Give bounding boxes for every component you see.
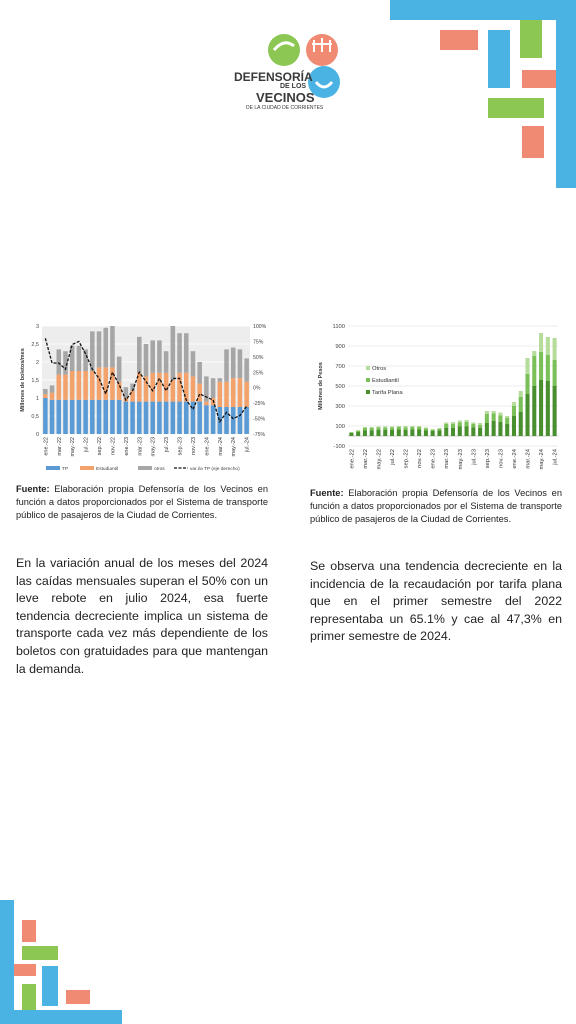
- bar-estudiantil: [164, 373, 169, 402]
- legend-label: Estudiantil: [372, 378, 399, 384]
- y-tick-label: 100: [335, 424, 345, 430]
- bar-estudiantil: [231, 378, 236, 407]
- bar-tp: [137, 402, 142, 434]
- bar-estudiantil: [171, 380, 176, 402]
- bar-estudiantil: [177, 373, 182, 402]
- bar-estudiantil: [383, 428, 387, 431]
- bar-tarifa-plana: [383, 430, 387, 436]
- bar-estudiantil: [157, 373, 162, 402]
- bar-tp: [90, 400, 95, 434]
- y-axis-title: Millones de Pesos: [318, 362, 324, 410]
- bar-otros: [465, 420, 469, 422]
- y-tick-label: -100: [333, 444, 345, 450]
- bar-tp: [63, 400, 68, 434]
- x-tick-label: jul.-22: [83, 437, 90, 452]
- right-blue-bar: [556, 0, 576, 188]
- bar-estudiantil: [70, 371, 75, 400]
- bar-otros: [43, 389, 48, 394]
- left-paragraph: En la variación anual de los meses del 2024 las caídas mensuales superan el 50% con un leve rebote en julio 2024, esa fuerte tendencia decreciente implica un sistema de transporte cada vez más dependiente de los boletos con gratuidades para que mantengan la demanda.: [16, 556, 268, 676]
- bar-tarifa-plana: [519, 412, 523, 436]
- bar-otros: [77, 346, 82, 371]
- bar-tarifa-plana: [553, 386, 557, 436]
- bar-otros: [471, 423, 475, 425]
- bar-estudiantil: [110, 367, 115, 399]
- bar-tarifa-plana: [532, 386, 536, 436]
- bar-tp: [70, 400, 75, 434]
- bar-tp: [224, 407, 229, 434]
- bar-otros: [539, 333, 543, 352]
- bar-otros: [197, 362, 202, 384]
- bar-tp: [177, 402, 182, 434]
- green-block-1: [520, 20, 542, 58]
- legend-swatch: [46, 466, 60, 470]
- bar-estudiantil: [184, 373, 189, 402]
- bar-otros: [492, 411, 496, 414]
- bar-tarifa-plana: [437, 431, 441, 437]
- bar-tp: [157, 402, 162, 434]
- bar-tp: [211, 405, 216, 434]
- bar-estudiantil: [478, 425, 482, 428]
- legend-label: Otros: [372, 366, 387, 372]
- y2-tick-label: 0%: [253, 385, 261, 392]
- x-tick-label: mar.-24: [217, 437, 224, 456]
- right-paragraph: Se observa una tendencia decreciente en la incidencia de la recaudación por tarifa plana que en el primer semestre del 2022 representaba un 65.1% y cae al 47,3% en primer semestre de 2024.: [310, 559, 562, 644]
- bar-otros: [383, 427, 387, 428]
- bar-otros: [184, 333, 189, 373]
- bar-estudiantil: [224, 382, 229, 407]
- x-tick-label: may.-24: [539, 449, 546, 470]
- y2-tick-label: -50%: [253, 416, 266, 423]
- bar-estudiantil: [458, 423, 462, 427]
- legend-label: Tarifa Plana: [372, 390, 403, 396]
- bar-otros: [191, 351, 196, 376]
- bar-estudiantil: [532, 356, 536, 386]
- bar-estudiantil: [492, 414, 496, 422]
- x-tick-label: may.-24: [231, 437, 238, 457]
- y-tick-label: 1100: [332, 324, 345, 330]
- bar-otros: [218, 378, 223, 382]
- bar-otros: [376, 427, 380, 428]
- bar-estudiantil: [218, 382, 223, 407]
- bar-estudiantil: [498, 416, 502, 423]
- bar-tp: [144, 402, 149, 434]
- logo-line3: VECINOS: [256, 90, 315, 105]
- bar-otros: [485, 411, 489, 414]
- right-source: [310, 487, 562, 526]
- bar-estudiantil: [103, 367, 108, 399]
- bar-otros: [177, 333, 182, 373]
- bar-estudiantil: [50, 393, 55, 400]
- bar-estudiantil: [424, 429, 428, 431]
- bar-otros: [97, 331, 102, 367]
- x-tick-label: ene.-22: [43, 437, 50, 456]
- bar-tarifa-plana: [417, 430, 421, 437]
- bar-otros: [244, 358, 249, 381]
- bar-estudiantil: [525, 374, 529, 394]
- bar-tarifa-plana: [485, 423, 489, 436]
- blue-block-2: [42, 966, 58, 1006]
- bar-estudiantil: [376, 428, 380, 431]
- y2-tick-label: -25%: [253, 401, 266, 408]
- bar-otros: [498, 413, 502, 416]
- bar-tp: [56, 400, 61, 434]
- bar-tp: [197, 402, 202, 434]
- x-tick-label: may.-22: [376, 449, 383, 470]
- bar-otros: [458, 421, 462, 423]
- bar-estudiantil: [471, 424, 475, 428]
- legend-swatch: [138, 466, 152, 470]
- y-tick-label: 700: [335, 364, 345, 370]
- x-tick-label: nov.-22: [417, 449, 424, 468]
- x-tick-label: mar.-23: [444, 449, 451, 469]
- legend-swatch: [366, 378, 370, 382]
- bar-otros: [349, 432, 353, 433]
- bar-tp: [130, 402, 135, 434]
- bar-otros: [512, 402, 516, 406]
- left-chart-svg: [16, 318, 272, 478]
- x-tick-label: jul.-23: [471, 449, 478, 465]
- y-tick-label: 0: [35, 432, 39, 438]
- bar-tarifa-plana: [498, 422, 502, 436]
- x-tick-label: ene.-22: [349, 449, 356, 469]
- bar-estudiantil: [191, 376, 196, 401]
- bar-tp: [184, 402, 189, 434]
- bar-tp: [110, 400, 115, 434]
- bar-tarifa-plana: [478, 428, 482, 436]
- logo-tagline: DE LA CIUDAD DE CORRIENTES: [246, 105, 324, 111]
- y-tick-label: 500: [335, 384, 345, 390]
- bar-otros: [144, 344, 149, 376]
- bar-estudiantil: [90, 371, 95, 400]
- legend-swatch: [80, 466, 94, 470]
- y-tick-label: 2,5: [31, 342, 39, 348]
- green-block-4: [22, 984, 36, 1010]
- bar-otros: [110, 326, 115, 367]
- salmon-block-4: [22, 920, 36, 942]
- bar-estudiantil: [356, 431, 360, 432]
- bar-otros: [164, 351, 169, 373]
- bar-otros: [103, 328, 108, 368]
- bar-estudiantil: [546, 355, 550, 381]
- blue-block-1: [488, 30, 510, 88]
- bar-otros: [56, 349, 61, 374]
- bar-otros: [532, 351, 536, 356]
- bar-estudiantil: [553, 360, 557, 386]
- y-tick-label: 900: [335, 344, 345, 350]
- bar-tarifa-plana: [546, 381, 550, 436]
- bar-tp: [50, 400, 55, 434]
- bar-estudiantil: [465, 422, 469, 427]
- salmon-block-1: [440, 30, 478, 50]
- green-block-3: [22, 946, 58, 960]
- bar-tarifa-plana: [471, 428, 475, 437]
- bar-estudiantil: [390, 428, 394, 431]
- bar-tarifa-plana: [424, 431, 428, 437]
- legend-swatch: [366, 390, 370, 394]
- y-axis-title: Millones de boletos/mes: [20, 348, 26, 412]
- bar-tarifa-plana: [465, 427, 469, 437]
- x-tick-label: nov.-22: [110, 437, 117, 455]
- salmon-block-2: [522, 70, 556, 88]
- bar-otros: [117, 357, 122, 382]
- bar-tarifa-plana: [410, 430, 414, 437]
- bar-tarifa-plana: [458, 427, 462, 437]
- green-block-2: [488, 98, 544, 118]
- logo-line1: DEFENSORÍA: [234, 70, 313, 84]
- bar-estudiantil: [431, 430, 435, 431]
- bar-tarifa-plana: [356, 432, 360, 436]
- x-tick-label: mar.-22: [56, 437, 63, 456]
- bar-estudiantil: [485, 414, 489, 423]
- y-tick-label: 300: [335, 404, 345, 410]
- bar-estudiantil: [410, 427, 414, 430]
- bar-tarifa-plana: [444, 428, 448, 436]
- x-tick-label: ene.-23: [430, 449, 437, 469]
- bar-estudiantil: [451, 424, 455, 428]
- bar-otros: [417, 426, 421, 427]
- bar-otros: [356, 430, 360, 431]
- bar-tp: [238, 407, 243, 434]
- legend-label: Estudiantil: [96, 467, 119, 472]
- bar-estudiantil: [363, 428, 367, 431]
- bar-otros: [231, 348, 236, 379]
- bar-otros: [50, 385, 55, 392]
- bar-tarifa-plana: [525, 394, 529, 436]
- x-tick-label: jul.-23: [164, 437, 171, 452]
- bar-otros: [224, 349, 229, 381]
- x-tick-label: jul.-24: [244, 437, 251, 452]
- x-tick-label: may.-22: [70, 437, 77, 457]
- y2-tick-label: 25%: [253, 370, 264, 377]
- bar-otros: [171, 326, 176, 380]
- bar-estudiantil: [404, 428, 408, 431]
- bar-tp: [204, 405, 209, 434]
- bar-estudiantil: [397, 427, 401, 430]
- x-tick-label: jul.-24: [552, 449, 559, 465]
- bar-otros: [546, 337, 550, 355]
- right-source-label: Fuente:: [310, 488, 344, 498]
- bar-tp: [244, 407, 249, 434]
- bar-estudiantil: [505, 418, 509, 424]
- bar-tp: [83, 400, 88, 434]
- bar-otros: [437, 428, 441, 429]
- bar-otros: [204, 376, 209, 401]
- legend-label: var.i/a TP (eje derecho): [190, 467, 240, 472]
- y-tick-label: 2: [35, 360, 39, 366]
- bar-estudiantil: [539, 352, 543, 380]
- x-tick-label: sep.-23: [484, 449, 491, 469]
- legend-label: otros: [154, 467, 165, 472]
- bar-otros: [137, 337, 142, 373]
- y2-tick-label: 75%: [253, 339, 264, 346]
- y-tick-label: 0,5: [31, 414, 39, 420]
- y2-tick-label: 50%: [253, 354, 264, 361]
- legend-label: TP: [62, 467, 69, 472]
- bar-otros: [390, 427, 394, 428]
- bar-estudiantil: [512, 406, 516, 416]
- bar-otros: [363, 427, 367, 428]
- bar-otros: [431, 429, 435, 430]
- bar-estudiantil: [56, 375, 61, 400]
- legend-swatch: [366, 366, 370, 370]
- bar-otros: [444, 423, 448, 425]
- bar-estudiantil: [83, 371, 88, 400]
- left-source-label: Fuente:: [16, 484, 50, 494]
- bar-otros: [157, 340, 162, 372]
- bar-otros: [505, 416, 509, 418]
- bar-tarifa-plana: [404, 430, 408, 436]
- bar-estudiantil: [349, 433, 353, 434]
- bar-tarifa-plana: [505, 424, 509, 436]
- bar-tarifa-plana: [370, 431, 374, 437]
- bar-tp: [97, 400, 102, 434]
- bar-tarifa-plana: [363, 431, 367, 437]
- right-source-text: Elaboración propia Defensoría de los Vecinos en función a datos proporcionados por el Sistema de transporte público de pasajeros de la Ciudad de Corrientes.: [310, 488, 562, 524]
- bar-otros: [519, 391, 523, 397]
- bar-estudiantil: [43, 394, 48, 398]
- bar-otros: [238, 349, 243, 378]
- x-tick-label: nov.-23: [498, 449, 505, 468]
- bar-otros: [451, 422, 455, 424]
- bar-tarifa-plana: [512, 416, 516, 436]
- y2-tick-label: -75%: [253, 432, 266, 438]
- bar-otros: [553, 338, 557, 360]
- bar-tp: [164, 402, 169, 434]
- x-tick-label: ene.-23: [123, 437, 130, 456]
- bar-estudiantil: [244, 382, 249, 407]
- bar-otros: [370, 427, 374, 428]
- bar-tarifa-plana: [431, 431, 435, 436]
- y2-tick-label: 100%: [253, 324, 267, 330]
- bar-tp: [77, 400, 82, 434]
- x-tick-label: sep.-23: [177, 437, 184, 456]
- left-source-text: Elaboración propia Defensoría de los Vecinos en función a datos proporcionados por el Sistema de transporte público de pasajeros de la Ciudad de Corrientes.: [16, 484, 268, 520]
- bar-tarifa-plana: [451, 428, 455, 436]
- y-tick-label: 3: [35, 324, 39, 330]
- salmon-block-5: [14, 964, 36, 976]
- bar-otros: [70, 346, 75, 371]
- x-tick-label: may.-23: [150, 437, 157, 457]
- x-tick-label: ene.-24: [204, 437, 211, 456]
- y-tick-label: 1,5: [31, 378, 39, 384]
- x-tick-label: may.-23: [457, 449, 464, 470]
- bar-tarifa-plana: [390, 430, 394, 436]
- bar-tarifa-plana: [376, 430, 380, 436]
- salmon-block-6: [66, 990, 90, 1004]
- salmon-block-3: [522, 126, 544, 158]
- bar-otros: [404, 426, 408, 428]
- right-chart-svg: [312, 318, 568, 478]
- x-tick-label: jul.-22: [390, 449, 397, 465]
- bottom-blue-bar: [0, 1010, 122, 1024]
- logo-line2: DE LOS: [280, 83, 307, 90]
- x-tick-label: nov.-23: [190, 437, 197, 455]
- bar-otros: [525, 358, 529, 374]
- bar-otros: [424, 428, 428, 429]
- bar-otros: [397, 426, 401, 427]
- bar-tp: [103, 400, 108, 434]
- left-source: [16, 483, 268, 522]
- bar-tp: [124, 402, 129, 434]
- top-right-blue-bar: [390, 0, 576, 20]
- bar-estudiantil: [63, 375, 68, 400]
- bar-tarifa-plana: [539, 380, 543, 436]
- x-tick-label: mar.-24: [525, 449, 532, 469]
- left-blue-bar: [0, 900, 14, 1024]
- bar-otros: [211, 378, 216, 398]
- logo: [232, 32, 352, 114]
- bar-otros: [478, 423, 482, 425]
- bar-estudiantil: [370, 428, 374, 431]
- x-tick-label: ene.-24: [511, 449, 518, 469]
- x-tick-label: mar.-22: [362, 449, 369, 469]
- bar-estudiantil: [77, 371, 82, 400]
- bar-estudiantil: [417, 427, 421, 430]
- bar-otros: [410, 426, 414, 427]
- bar-tarifa-plana: [492, 421, 496, 436]
- right-chart: [312, 318, 568, 478]
- bar-tarifa-plana: [349, 433, 353, 436]
- bar-estudiantil: [117, 382, 122, 400]
- bar-estudiantil: [238, 378, 243, 407]
- bar-otros: [150, 340, 155, 372]
- bar-tp: [117, 400, 122, 434]
- bar-tp: [43, 398, 48, 434]
- bar-tp: [150, 402, 155, 434]
- bar-estudiantil: [444, 424, 448, 428]
- x-tick-label: sep.-22: [97, 437, 104, 456]
- x-tick-label: sep.-22: [403, 449, 410, 469]
- bar-tp: [231, 407, 236, 434]
- bar-tp: [171, 402, 176, 434]
- bar-estudiantil: [204, 402, 209, 406]
- bar-estudiantil: [519, 397, 523, 412]
- bar-tarifa-plana: [397, 430, 401, 437]
- y-tick-label: 1: [35, 396, 39, 402]
- bar-estudiantil: [437, 429, 441, 431]
- x-tick-label: mar.-23: [137, 437, 144, 456]
- left-chart: [16, 318, 272, 478]
